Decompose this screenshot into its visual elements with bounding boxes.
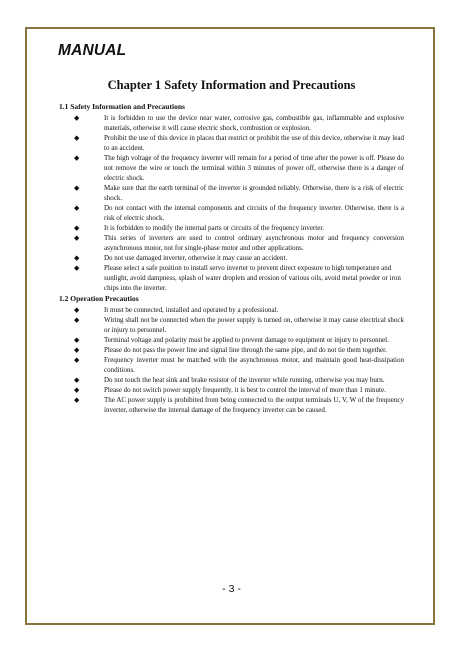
list-item-text: Please do not pass the power line and signal line through the same pipe, and do not tie them together. [104,346,387,354]
list-item [59,253,404,263]
diamond-bullet-icon: ◆ [74,386,80,394]
diamond-bullet-icon: ◆ [74,154,80,162]
list-item [59,335,404,345]
header-title: MANUAL [58,42,127,59]
list-item-text: Do not use damaged inverter, otherwise it may cause an accident. [104,254,288,262]
diamond-bullet-icon: ◆ [74,306,80,314]
diamond-bullet-icon: ◆ [74,264,80,272]
list-item-text: It is forbidden to modify the internal parts or circuits of the frequency inverter. [104,224,325,232]
list-item-text: Terminal voltage and polarity must be applied to prevent damage to equipment or injury to personnel. [104,336,389,344]
list-item-text: This series of inverters are used to control ordinary asynchronous motor and frequency conversion asynchronous motor, not for single-phase motor and other applications. [104,234,404,252]
list-item [59,345,404,355]
list-item [59,263,404,293]
diamond-bullet-icon: ◆ [74,114,80,122]
diamond-bullet-icon: ◆ [74,204,80,212]
list-item [59,315,404,335]
list-item-text: It must be connected, installed and operated by a professional. [104,306,279,314]
list-item [59,203,404,223]
list-item-text: Please select a safe position to install servo inverter to prevent direct exposure to high temperature and sunlight, avoid dampness, splash of water droplets and erosion of various oils, avoid metal powder or iron chips into the inverter. [104,264,401,292]
operation-list [59,305,404,415]
list-item-text: Please do not switch power supply frequently, it is best to control the interval of more than 1 minute. [104,386,386,394]
list-item [59,395,404,415]
list-item [59,305,404,315]
list-item [59,233,404,253]
diamond-bullet-icon: ◆ [74,356,80,364]
list-item [59,133,404,153]
list-item [59,355,404,375]
list-item [59,113,404,133]
list-item-text: Make sure that the earth terminal of the inverter is grounded reliably. Otherwise, there is a risk of electric shock. [104,184,404,202]
list-item [59,375,404,385]
safety-list [59,113,404,293]
list-item-text: Do not touch the heat sink and brake resistor of the inverter while running, otherwise you may burn. [104,376,385,384]
list-item [59,183,404,203]
list-item-text: The AC power supply is prohibited from being connected to the output terminals U, V, W of the frequency inverter, otherwise the internal damage of the frequency inverter can be caused. [104,396,404,414]
diamond-bullet-icon: ◆ [74,234,80,242]
list-item-text: Frequency inverter must be matched with the asynchronous motor, and maintain good heat-dissipation conditions. [104,356,404,374]
diamond-bullet-icon: ◆ [74,396,80,404]
page-number: - 3 - [222,583,241,595]
list-item-text: Prohibit the use of this device in places that restrict or prohibit the use of this device, otherwise it may lead to an accident. [104,134,404,152]
diamond-bullet-icon: ◆ [74,316,80,324]
list-item [59,385,404,395]
diamond-bullet-icon: ◆ [74,346,80,354]
list-item-text: It is forbidden to use the device near water, corrosive gas, combustible gas, inflammable and explosive materials, otherwise it will cause electric shock, combustion or explosion. [104,114,404,132]
section-heading-safety: 1.1 Safety Information and Precautions [59,102,185,111]
diamond-bullet-icon: ◆ [74,134,80,142]
diamond-bullet-icon: ◆ [74,184,80,192]
diamond-bullet-icon: ◆ [74,254,80,262]
section-heading-operation: 1.2 Operation Precautios [59,294,139,303]
list-item-text: Wiring shall not be connected when the power supply is turned on, otherwise it may cause electrical shock or injury to personnel. [104,316,404,334]
diamond-bullet-icon: ◆ [74,224,80,232]
diamond-bullet-icon: ◆ [74,376,80,384]
list-item [59,153,404,183]
content [59,102,404,416]
list-item-text: Do not contact with the internal components and circuits of the frequency inverter. Otherwise, there is a risk of electric shock. [104,204,404,222]
diamond-bullet-icon: ◆ [74,336,80,344]
list-item-text: The high voltage of the frequency inverter will remain for a period of time after the power is off. Please do not remove the wire or touch the terminal within 3 minutes of power off, otherwise there is a danger of electric shock. [104,154,404,182]
chapter-title: Chapter 1 Safety Information and Precautions [107,78,356,92]
list-item [59,223,404,233]
